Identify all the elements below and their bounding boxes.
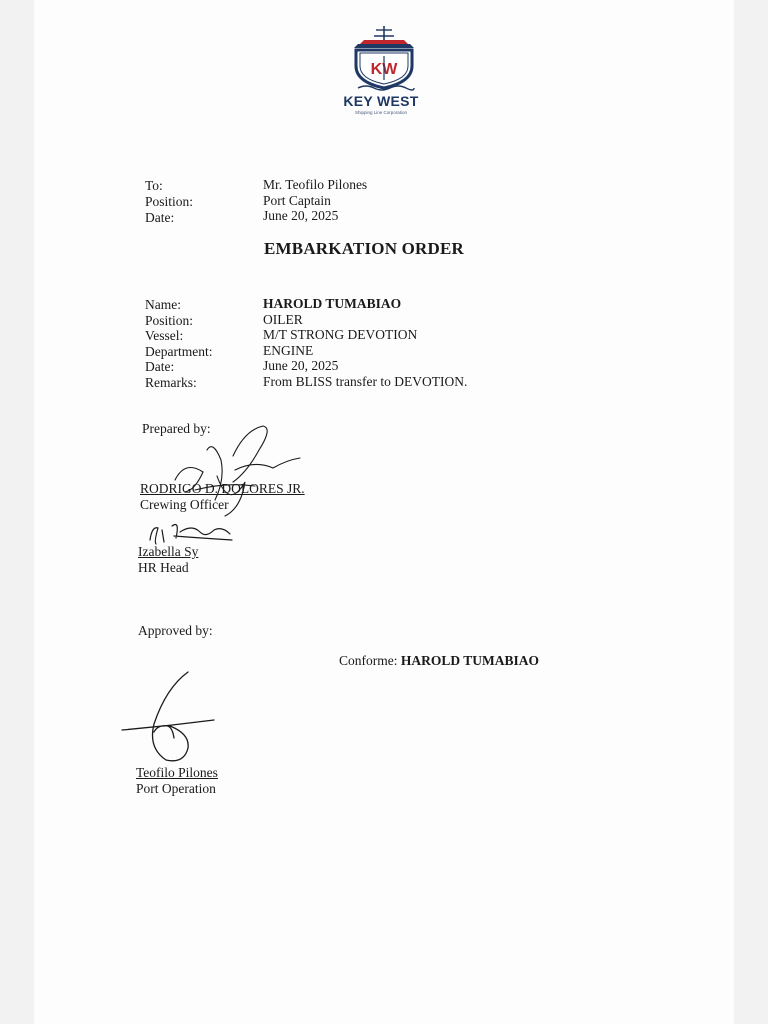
document-page [34, 0, 734, 1024]
approver-title: Port Operation [136, 781, 216, 796]
detail-date-label: Date: [145, 359, 175, 374]
vessel-value: M/T STRONG DEVOTION [263, 327, 418, 342]
department-value: ENGINE [263, 343, 314, 358]
document-title: EMBARKATION ORDER [264, 239, 465, 258]
name-value: HAROLD TUMABIAO [263, 296, 402, 311]
svg-text:KW: KW [370, 61, 398, 78]
department-label: Department: [145, 344, 213, 359]
position-label: Position: [145, 194, 194, 209]
prepared-by-label: Prepared by: [142, 421, 211, 436]
to-value: Mr. Teofilo Pilones [263, 177, 368, 192]
date-label: Date: [145, 210, 175, 225]
company-name: KEY WEST [343, 93, 419, 109]
position-value: Port Captain [263, 193, 331, 208]
approved-by-label: Approved by: [138, 623, 213, 638]
conforme-name: HAROLD TUMABIAO [400, 653, 540, 668]
detail-date-value: June 20, 2025 [263, 358, 339, 373]
date-value: June 20, 2025 [263, 208, 339, 223]
signer2-title: HR Head [138, 560, 189, 575]
company-tagline: Shipping Line Corporation [354, 110, 408, 115]
signer2-name: Izabella Sy [138, 544, 199, 559]
remarks-label: Remarks: [145, 375, 197, 390]
conforme-line [339, 653, 539, 669]
vessel-label: Vessel: [145, 328, 184, 343]
detail-position-value: OILER [263, 312, 303, 327]
signer1-title: Crewing Officer [140, 497, 229, 512]
signer1-name: RODRIGO D. DOLORES JR. [140, 481, 305, 496]
detail-position-label: Position: [145, 313, 194, 328]
to-label: To: [145, 178, 163, 193]
approver-name: Teofilo Pilones [136, 765, 218, 780]
remarks-value: From BLISS transfer to DEVOTION. [263, 374, 468, 389]
name-label: Name: [145, 297, 181, 312]
conforme-label: Conforme: [339, 653, 398, 668]
port-operation-signature-icon [118, 668, 228, 772]
